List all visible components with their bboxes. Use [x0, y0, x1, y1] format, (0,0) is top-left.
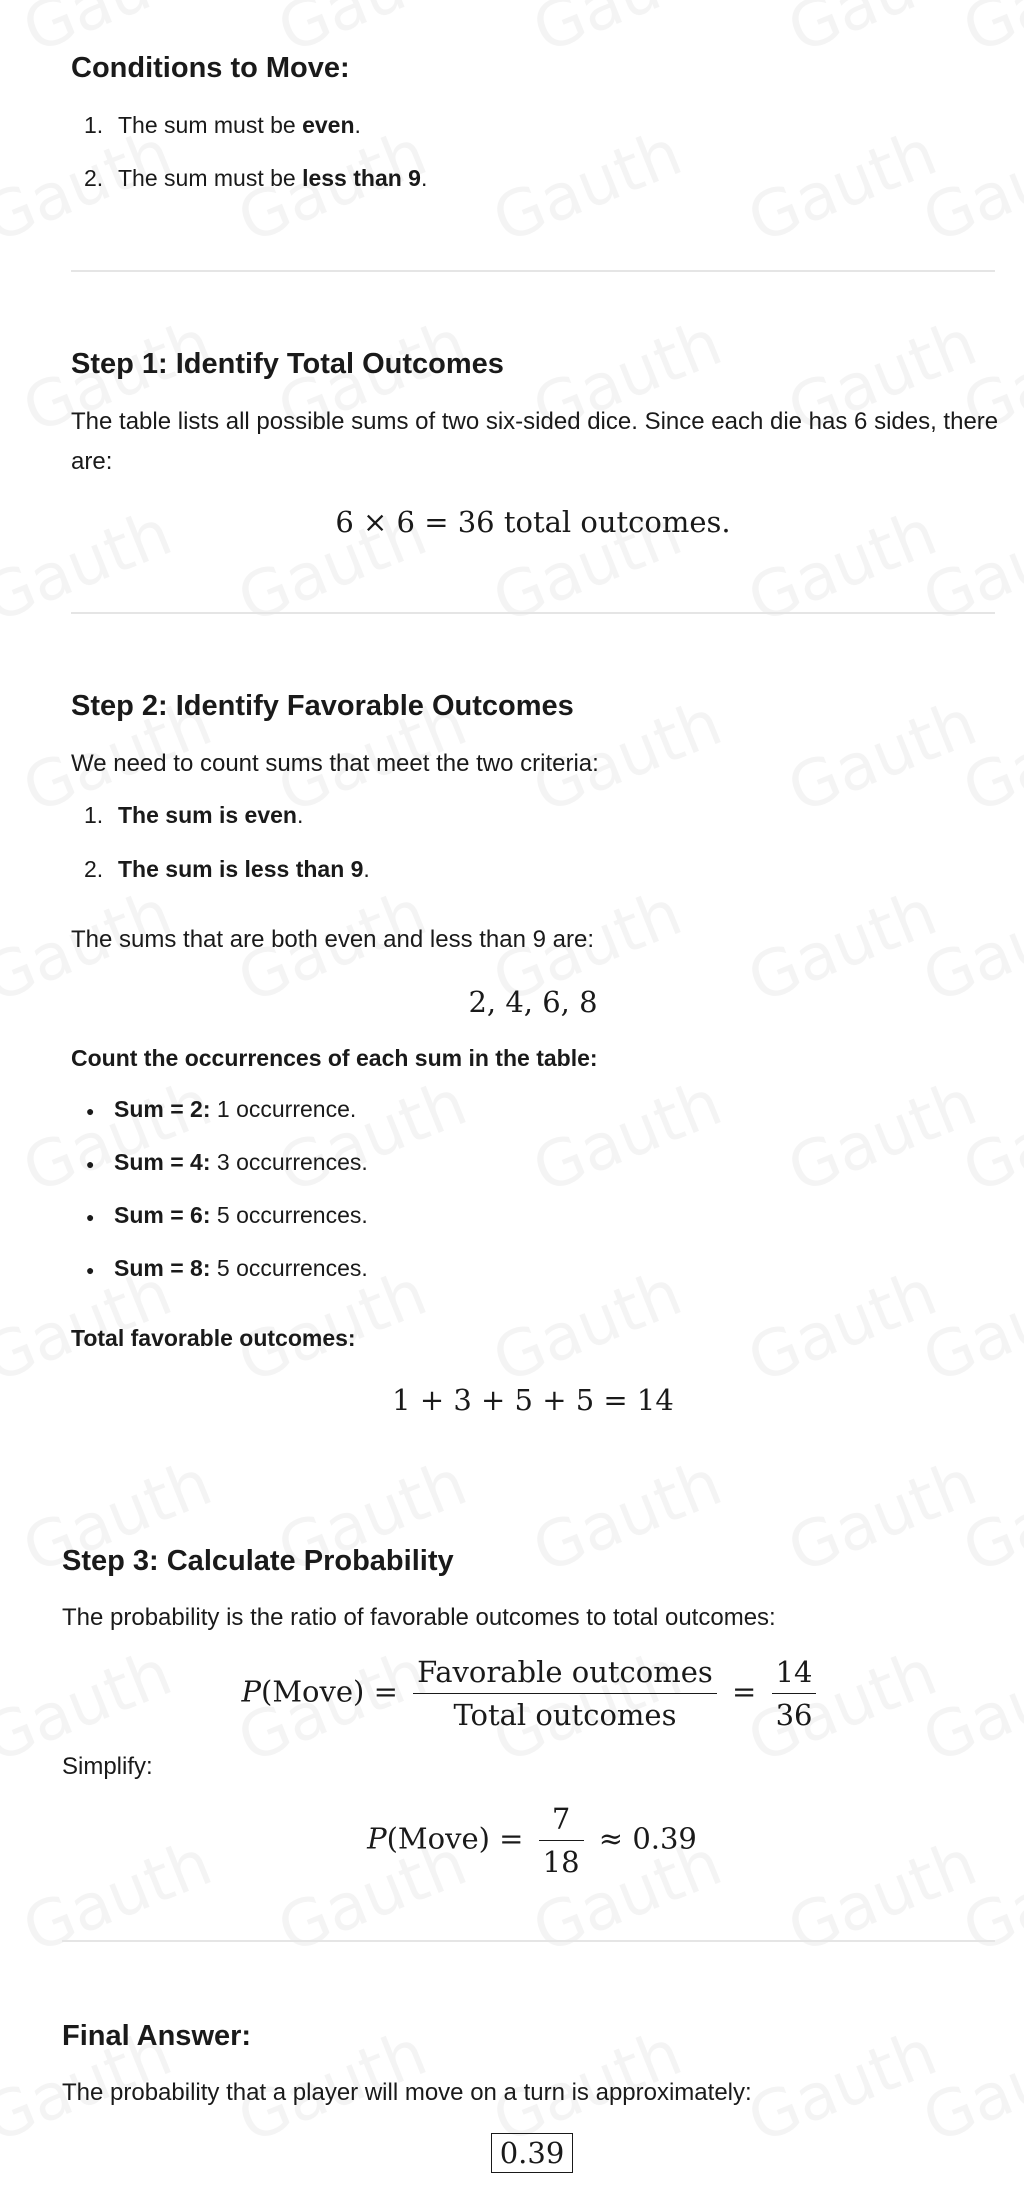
- criteria-item-1: 1. The sum is even.: [84, 802, 304, 828]
- fraction-7-18: $\frac{7}{18}$: [539, 1802, 584, 1879]
- step3-heading: Step 3: Calculate Probability: [62, 1545, 454, 1577]
- divider: [71, 270, 995, 272]
- step2-sums-math: 2, 4, 6, 8: [468, 985, 598, 1019]
- count-heading: Count the occurrences of each sum in the table:: [71, 1045, 598, 1071]
- simplified-equation: P(Move) = $\frac{7}{18}$ ≈ 0.39: [367, 1802, 697, 1879]
- divider: [62, 1940, 995, 1942]
- simplify-label: Simplify:: [62, 1753, 153, 1780]
- fraction-favorable-total: $\frac{\text{Favorable outcomes}}{\text{Total outcomes}}$: [413, 1655, 717, 1732]
- step1-math: 6 × 6 = 36 total outcomes.: [335, 505, 731, 539]
- criteria-item-2: 2. The sum is less than 9.: [84, 856, 370, 882]
- divider: [71, 612, 995, 614]
- step2-sums-text: The sums that are both even and less than 9 are:: [71, 926, 594, 953]
- count-item-1: ● Sum = 2: 1 occurrence.: [86, 1096, 357, 1122]
- step1-heading: Step 1: Identify Total Outcomes: [71, 348, 504, 380]
- total-math: 1 + 3 + 5 + 5 = 14: [392, 1383, 674, 1417]
- total-heading: Total favorable outcomes:: [71, 1325, 356, 1351]
- final-answer: [62, 2136, 1002, 2170]
- final-heading: Final Answer:: [62, 2020, 252, 2052]
- step3-text: The probability is the ratio of favorable outcomes to total outcomes:: [62, 1604, 776, 1631]
- probability-equation: P(Move) = $\frac{\text{Favorable outcomes}}{\text{Total outcomes}}$ = $\frac{14}{36}$: [62, 1655, 1002, 1732]
- condition-item-2: 2. The sum must be less than 9.: [84, 165, 428, 191]
- final-text: The probability that a player will move on a turn is approximately:: [62, 2079, 752, 2106]
- count-item-4: ● Sum = 8: 5 occurrences.: [86, 1255, 368, 1281]
- step1-text: The table lists all possible sums of two six-sided dice. Since each die has 6 sides, there are:: [71, 408, 999, 475]
- count-item-2: ● Sum = 4: 3 occurrences.: [86, 1149, 368, 1175]
- conditions-heading: Conditions to Move:: [71, 52, 350, 84]
- final-answer-box: 0.39: [491, 2133, 574, 2173]
- step2-heading: Step 2: Identify Favorable Outcomes: [71, 690, 574, 722]
- step2-intro: We need to count sums that meet the two criteria:: [71, 750, 599, 777]
- condition-item-1: 1. The sum must be even.: [84, 112, 361, 138]
- fraction-14-36: $\frac{14}{36}$: [772, 1655, 817, 1732]
- count-item-3: ● Sum = 6: 5 occurrences.: [86, 1202, 368, 1228]
